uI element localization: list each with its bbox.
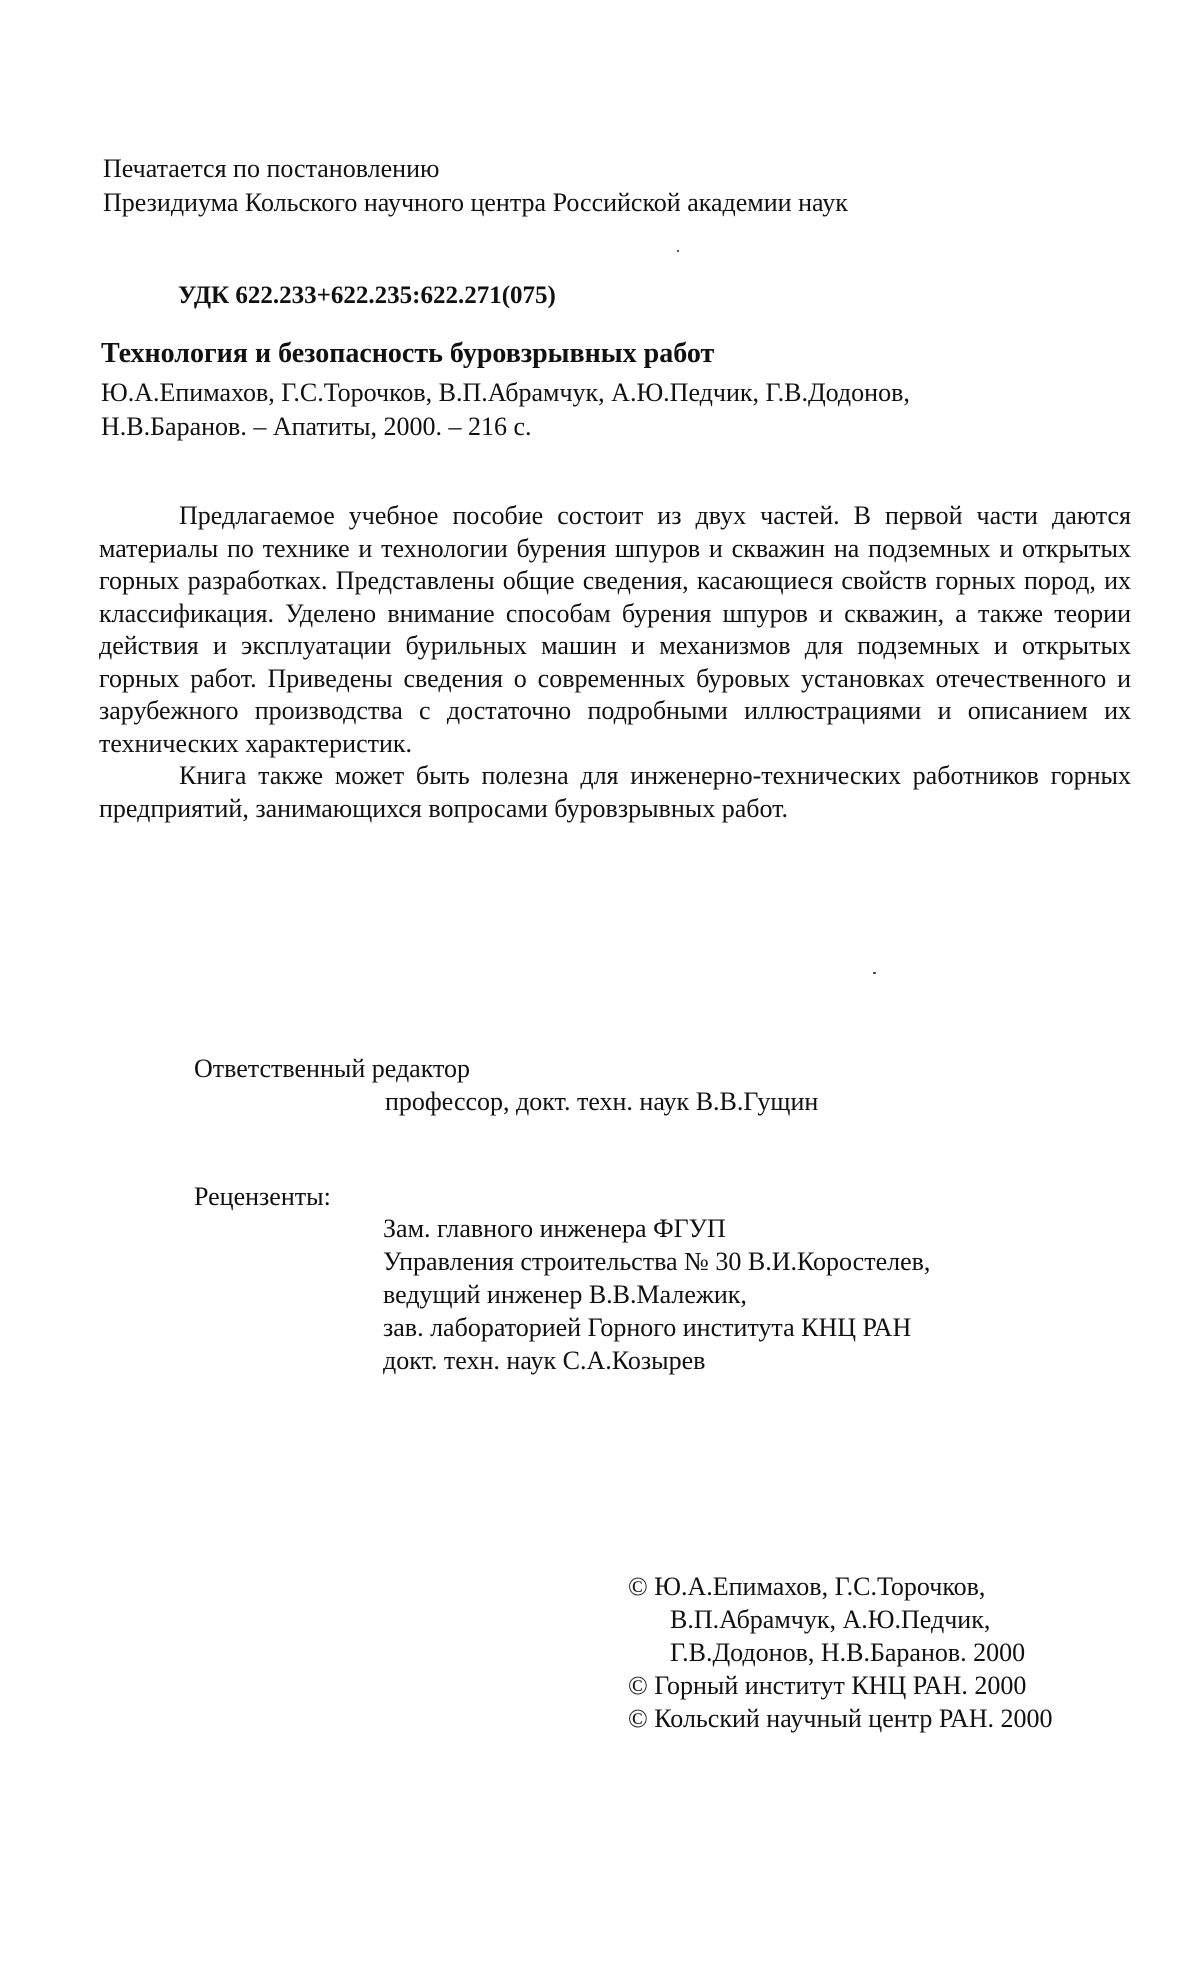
scan-speck (677, 250, 679, 252)
authors-line: Ю.А.Епимахов, Г.С.Торочков, В.П.Абрамчук, А.Ю.Педчик, Г.В.Додонов, (101, 378, 910, 407)
abstract (99, 500, 1131, 825)
scan-speck (873, 972, 876, 974)
imprint-line: Президиума Кольского научного центра Российской академии наук (103, 188, 848, 217)
abstract-paragraph: Книга также может быть полезна для инженерно-технических работников горных предприятий, занимающихся вопросами буровзрывных работ. (99, 761, 1131, 823)
book-title: Технология и безопасность буровзрывных работ (101, 338, 715, 369)
copyright-block (628, 1570, 1053, 1735)
imprint-line: Печатается по постановлению (103, 154, 440, 183)
editor-label: Ответственный редактор (194, 1054, 471, 1083)
editor-name: профессор, докт. техн. наук В.В.Гущин (385, 1087, 819, 1116)
reviewers-label: Рецензенты: (194, 1182, 331, 1211)
copyright-line: © Горный институт КНЦ РАН. 2000 (628, 1671, 1027, 1700)
copyright-line: © Ю.А.Епимахов, Г.С.Торочков, (628, 1572, 986, 1601)
imprint-note (103, 152, 848, 220)
copyright-line: В.П.Абрамчук, А.Ю.Педчик, (670, 1605, 991, 1634)
abstract-paragraph: Предлагаемое учебное пособие состоит из двух частей. В первой части даются материалы по технике и технологии бурения шпуров и скважин на подземных и открытых горных разработках. Представлены общие сведения, касающиеся свойств горных пород, их классификация. Уделено внимание способам бурения шпуров и скважин, а также теории действия и эксплуатации бурильных машин и механизмов для подземных и открытых горных работ. Приведены сведения о современных буровых установках отечественного и зарубежного производства с достаточно подробными иллюстрациями и описанием их технических характеристик. (99, 501, 1131, 758)
copyright-line: © Кольский научный центр РАН. 2000 (628, 1704, 1053, 1733)
copyright-line: Г.В.Додонов, Н.В.Баранов. 2000 (670, 1638, 1026, 1667)
reviewer-line: зав. лабораторией Горного института КНЦ РАН (383, 1313, 912, 1342)
reviewer-line: ведущий инженер В.В.Малежик, (383, 1280, 747, 1309)
reviewers-list (383, 1212, 930, 1377)
reviewer-line: Зам. главного инженера ФГУП (383, 1214, 726, 1243)
authors (101, 376, 910, 444)
udk-code: УДК 622.233+622.235:622.271(075) (178, 282, 556, 309)
authors-line: Н.В.Баранов. – Апатиты, 2000. – 216 с. (101, 412, 532, 441)
reviewer-line: Управления строительства № 30 В.И.Коростелев, (383, 1247, 931, 1276)
reviewer-line: докт. техн. наук С.А.Козырев (383, 1346, 706, 1375)
